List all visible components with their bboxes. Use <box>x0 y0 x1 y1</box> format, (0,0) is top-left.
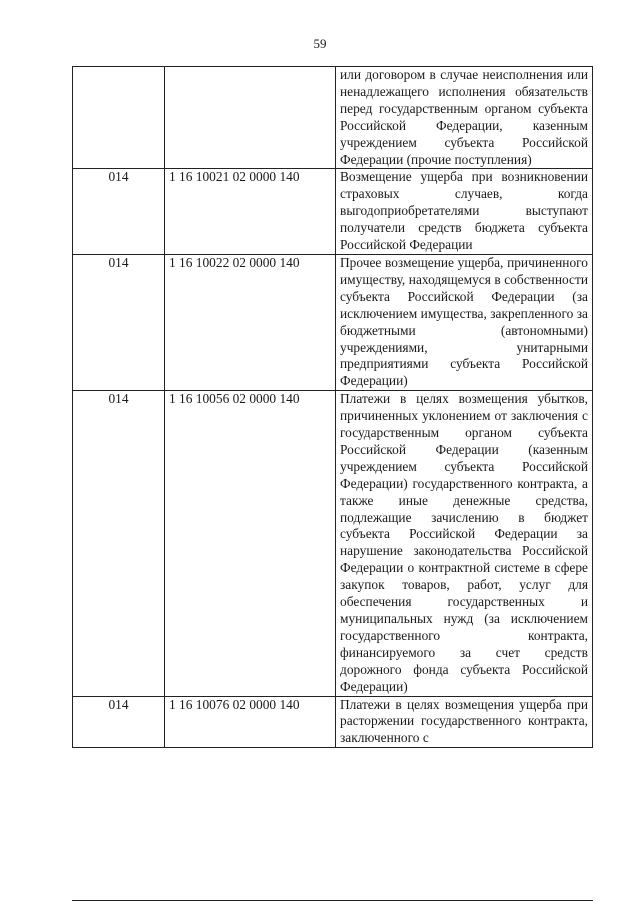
table-row <box>73 169 593 255</box>
table-row <box>73 391 593 696</box>
kbk-code-cell: 1 16 10056 02 0000 140 <box>165 391 336 696</box>
admin-code-cell: 014 <box>73 696 165 748</box>
admin-code-cell: 014 <box>73 169 165 255</box>
table-row <box>73 696 593 748</box>
income-name-cell: или договором в случае неисполнения или ненадлежащего исполнения обязательств перед государственным органом субъекта Российской Федерации, казенным учреждением субъекта Российской Федерации (прочие поступления) <box>336 67 593 169</box>
budget-codes-table <box>72 66 593 748</box>
kbk-code-cell: 1 16 10021 02 0000 140 <box>165 169 336 255</box>
kbk-code-cell: 1 16 10022 02 0000 140 <box>165 254 336 390</box>
admin-code-cell <box>73 67 165 169</box>
kbk-code-cell <box>165 67 336 169</box>
page-bottom-rule <box>72 900 593 901</box>
page-number: 59 <box>313 36 327 51</box>
income-name-cell: Прочее возмещение ущерба, причиненного имуществу, находящемуся в собственности субъекта Российской Федерации (за исключением имущества, закрепленного за бюджетными (автономными) учреждениями, унитарными предприятиями субъекта Российской Федерации) <box>336 254 593 390</box>
income-name-cell: Платежи в целях возмещения убытков, причиненных уклонением от заключения с государственным органом субъекта Российской Федерации (казенным учреждением субъекта Российской Федерации) государственного контракта, а также иные денежные средства, подлежащие зачислению в бюджет субъекта Российской Федерации за нарушение законодательства Российской Федерации о контрактной системе в сфере закупок товаров, работ, услуг для обеспечения государственных и муниципальных нужд (за исключением государственного контракта, финансируемого за счет средств дорожного фонда субъекта Российской Федерации) <box>336 391 593 696</box>
income-name-cell: Возмещение ущерба при возникновении страховых случаев, когда выгодоприобретателями выступают получатели средств бюджета субъекта Российской Федерации <box>336 169 593 255</box>
admin-code-cell: 014 <box>73 391 165 696</box>
kbk-code-cell: 1 16 10076 02 0000 140 <box>165 696 336 748</box>
table-row <box>73 67 593 169</box>
income-name-cell: Платежи в целях возмещения ущерба при расторжении государственного контракта, заключенного с <box>336 696 593 748</box>
table-row <box>73 254 593 390</box>
admin-code-cell: 014 <box>73 254 165 390</box>
